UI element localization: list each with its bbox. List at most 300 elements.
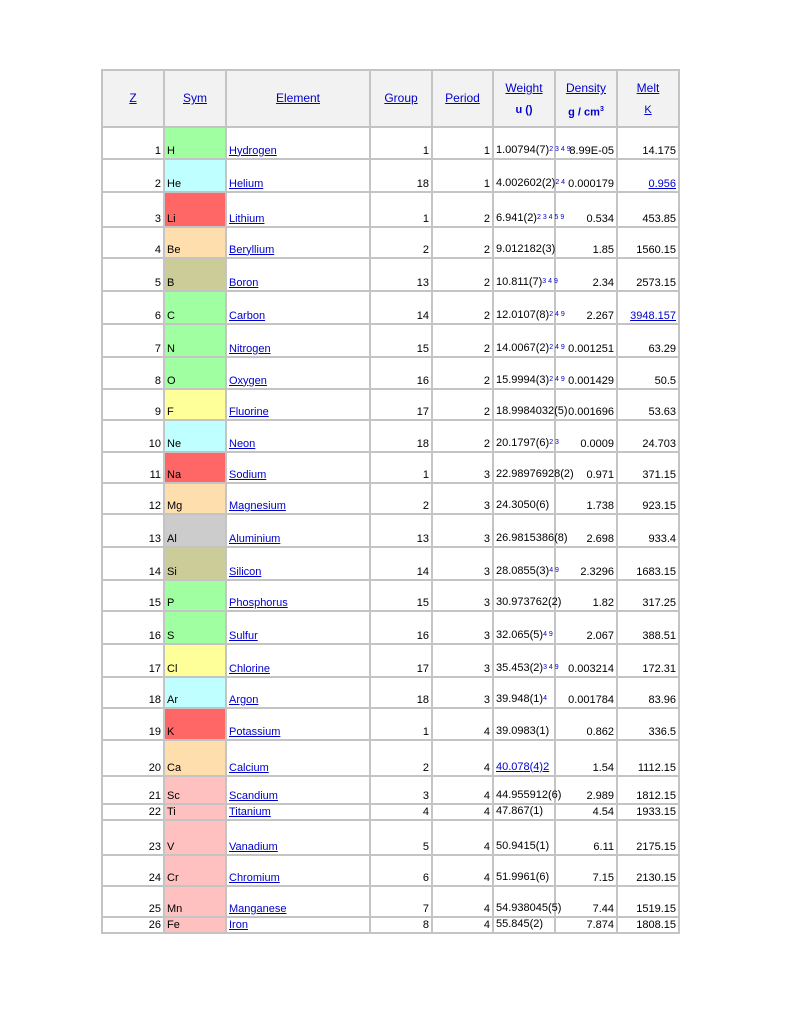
element-name-cell: [226, 452, 370, 483]
period-cell: 4: [432, 917, 493, 933]
period-cell: 3: [432, 483, 493, 514]
element-link[interactable]: Silicon: [229, 565, 262, 578]
weight-value: 54.938045(5): [496, 901, 562, 914]
melt-value: 53.63: [648, 405, 676, 418]
density-cell: 0.862: [555, 708, 617, 740]
melt-cell: [617, 547, 679, 580]
weight-cell: [493, 855, 555, 886]
melt-value: 388.51: [642, 629, 676, 642]
sort-density-link[interactable]: Density: [565, 81, 606, 95]
weight-value: 50.9415(1): [496, 839, 550, 852]
symbol-cell: Al: [164, 514, 226, 547]
weight-value: 12.0107(8): [496, 308, 550, 321]
table-row: [102, 820, 679, 855]
group-cell: 1: [370, 452, 432, 483]
weight-cell: [493, 389, 568, 420]
period-cell: 2: [432, 357, 493, 389]
table-row: [102, 611, 679, 644]
element-link[interactable]: Fluorine: [229, 405, 269, 418]
weight-cell: [493, 677, 555, 708]
melt-cell: [617, 580, 679, 611]
melt-cell: [617, 357, 679, 389]
element-link[interactable]: Neon: [229, 437, 256, 450]
weight-cell: [493, 611, 555, 644]
symbol-cell: Mn: [164, 886, 226, 917]
density-cell: 2.067: [555, 611, 617, 644]
melt-value: 24.703: [642, 437, 676, 450]
element-name-cell: [226, 580, 370, 611]
element-name-cell: [226, 740, 370, 776]
density-cell: 1.738: [555, 483, 617, 514]
element-link[interactable]: Hydrogen: [229, 144, 277, 157]
melt-cell: [617, 258, 679, 291]
melt-value: 1812.15: [636, 789, 676, 802]
weight-value: 32.065(5): [496, 628, 544, 641]
weight-footnote-refs[interactable]: 4 9: [543, 630, 553, 638]
melt-cell: [617, 677, 679, 708]
atomic-number-cell: 18: [102, 677, 164, 708]
weight-value: 24.3050(6): [496, 498, 550, 511]
element-link[interactable]: Iron: [229, 918, 248, 931]
atomic-number-cell: 4: [102, 227, 164, 258]
table-row: [102, 677, 679, 708]
element-link[interactable]: Manganese: [229, 902, 287, 915]
table-row: [102, 291, 679, 324]
density-cell: 2.698: [555, 514, 617, 547]
element-name-cell: [226, 708, 370, 740]
melt-value: 14.175: [642, 144, 676, 157]
table-row: [102, 420, 679, 452]
weight-value: 20.1797(6): [496, 436, 550, 449]
weight-cell: [493, 357, 565, 389]
atomic-number-cell: 11: [102, 452, 164, 483]
melt-cell[interactable]: [617, 291, 679, 324]
element-name-cell: [226, 192, 370, 227]
symbol-cell: Mg: [164, 483, 226, 514]
element-link[interactable]: Vanadium: [229, 840, 278, 853]
element-name-cell: [226, 677, 370, 708]
density-cell: 7.874: [555, 917, 617, 933]
weight-cell: [493, 776, 562, 804]
weight-cell: [493, 192, 565, 227]
atomic-number-cell: 17: [102, 644, 164, 677]
period-cell: 2: [432, 324, 493, 357]
weight-footnote-refs[interactable]: 2 3 4 9: [549, 145, 571, 153]
group-cell: 2: [370, 483, 432, 514]
group-cell: 2: [370, 740, 432, 776]
header-element[interactable]: [226, 70, 370, 127]
melt-value: 923.15: [642, 499, 676, 512]
group-cell: 17: [370, 644, 432, 677]
symbol-cell: Cl: [164, 644, 226, 677]
element-link[interactable]: Boron: [229, 276, 259, 289]
atomic-number-cell: 14: [102, 547, 164, 580]
melt-cell: [617, 611, 679, 644]
density-cell: 2.989: [555, 776, 617, 804]
weight-value: 22.98976928(2): [496, 467, 574, 480]
melt-cell: [617, 708, 679, 740]
group-cell: 16: [370, 611, 432, 644]
element-name-cell: [226, 159, 370, 192]
period-cell: 1: [432, 159, 493, 192]
weight-cell: [493, 514, 568, 547]
symbol-cell: N: [164, 324, 226, 357]
weight-footnote-refs[interactable]: 2 3: [549, 438, 559, 446]
melt-cell: [617, 644, 679, 677]
weight-cell: [493, 291, 565, 324]
weight-footnote-refs[interactable]: 2 3 4 5 9: [536, 213, 565, 221]
element-link[interactable]: Magnesium: [229, 499, 286, 512]
header-period[interactable]: [432, 70, 493, 127]
atomic-number-cell: 2: [102, 159, 164, 192]
element-name-cell: [226, 127, 370, 159]
atomic-number-cell: 1: [102, 127, 164, 159]
table-row: [102, 159, 679, 192]
density-cell: 8.99E-05: [555, 127, 617, 159]
group-cell: 1: [370, 127, 432, 159]
group-cell: 18: [370, 159, 432, 192]
atomic-number-cell: 22: [102, 804, 164, 820]
density-cell: 0.001429: [555, 357, 617, 389]
melt-value: 1808.15: [636, 918, 676, 931]
melt-value: 317.25: [642, 596, 676, 609]
symbol-cell: K: [164, 708, 226, 740]
symbol-cell: Li: [164, 192, 226, 227]
sort-melt-link[interactable]: Melt: [636, 81, 660, 95]
weight-footnote-refs[interactable]: 3 4 9: [542, 277, 558, 285]
sort-weight-link[interactable]: Weight: [505, 81, 543, 95]
melt-cell: [617, 514, 679, 547]
density-cell: 2.267: [555, 291, 617, 324]
element-link[interactable]: Chromium: [229, 871, 280, 884]
table-row: [102, 514, 679, 547]
sort-period-link[interactable]: Period: [445, 91, 480, 106]
element-name-cell: [226, 855, 370, 886]
table-row: [102, 227, 679, 258]
table-row: [102, 917, 679, 933]
melt-cell: [617, 420, 679, 452]
period-cell: 1: [432, 127, 493, 159]
melt-value: 1933.15: [636, 805, 676, 818]
period-cell: 4: [432, 855, 493, 886]
weight-value: 10.811(7): [496, 275, 543, 288]
element-name-cell: [226, 227, 370, 258]
period-cell: 4: [432, 820, 493, 855]
element-link[interactable]: Sodium: [229, 468, 267, 481]
density-cell: 1.54: [555, 740, 617, 776]
element-name-cell: [226, 357, 370, 389]
symbol-cell: Ca: [164, 740, 226, 776]
weight-value: 55.845(2): [496, 917, 544, 930]
melt-link[interactable]: 0.956: [648, 177, 676, 190]
element-link[interactable]: Nitrogen: [229, 342, 271, 355]
period-cell: 2: [432, 389, 493, 420]
period-cell: 4: [432, 804, 493, 820]
weight-footnote-refs[interactable]: 4 9: [549, 566, 559, 574]
group-cell: 18: [370, 420, 432, 452]
element-link[interactable]: Phosphorus: [229, 596, 288, 609]
melt-cell: [617, 886, 679, 917]
table-row: [102, 192, 679, 227]
atomic-number-cell: 13: [102, 514, 164, 547]
weight-cell: [493, 917, 555, 933]
sort-sym-link[interactable]: Sym: [183, 91, 207, 106]
element-name-cell: [226, 389, 370, 420]
sort-z-link[interactable]: Z: [129, 91, 137, 106]
element-name-cell: [226, 514, 370, 547]
density-cell: 0.003214: [555, 644, 617, 677]
table-body: [102, 127, 679, 933]
symbol-cell: V: [164, 820, 226, 855]
weight-cell: [493, 227, 555, 258]
weight-footnote-refs[interactable]: 2 4 9: [549, 343, 565, 351]
element-name-cell: [226, 258, 370, 291]
element-name-cell: [226, 820, 370, 855]
weight-value: 15.9994(3): [496, 373, 550, 386]
density-cell: 2.3296: [555, 547, 617, 580]
melt-cell: [617, 389, 679, 420]
density-cell: 2.34: [555, 258, 617, 291]
element-link[interactable]: Calcium: [229, 761, 269, 774]
weight-value: 9.012182(3): [496, 242, 556, 255]
density-cell: 4.54: [555, 804, 617, 820]
melt-link[interactable]: 3948.157: [630, 309, 676, 322]
element-link[interactable]: Beryllium: [229, 243, 275, 256]
weight-cell: [493, 644, 559, 677]
period-cell: 2: [432, 420, 493, 452]
element-name-cell: [226, 547, 370, 580]
symbol-cell: H: [164, 127, 226, 159]
atomic-number-cell: 15: [102, 580, 164, 611]
table-row: [102, 127, 679, 159]
weight-cell: [493, 324, 565, 357]
weight-cell: [493, 452, 574, 483]
element-link[interactable]: Lithium: [229, 212, 265, 225]
group-cell: 5: [370, 820, 432, 855]
period-cell: 4: [432, 886, 493, 917]
period-cell: 2: [432, 227, 493, 258]
melt-cell[interactable]: [617, 159, 679, 192]
element-name-cell: [226, 324, 370, 357]
weight-link[interactable]: 40.078(4)2: [496, 760, 550, 773]
weight-cell: [493, 547, 559, 580]
group-cell: 17: [370, 389, 432, 420]
weight-cell: [493, 580, 562, 611]
group-cell: 13: [370, 514, 432, 547]
weight-cell: [493, 420, 559, 452]
melt-value: 1112.15: [637, 761, 676, 774]
atomic-number-cell: 5: [102, 258, 164, 291]
weight-footnote-refs[interactable]: 2 4: [555, 178, 566, 186]
density-unit: g / $cm^3$: [568, 106, 604, 119]
density-cell: 6.11: [555, 820, 617, 855]
element-link[interactable]: Argon: [229, 693, 259, 706]
melt-cell: [617, 855, 679, 886]
element-link[interactable]: Oxygen: [229, 374, 267, 387]
period-cell: 4: [432, 740, 493, 776]
weight-cell: [493, 159, 566, 192]
table-row: [102, 855, 679, 886]
header-weight[interactable]: [493, 70, 555, 127]
table-row: [102, 324, 679, 357]
element-name-cell: [226, 804, 370, 820]
melt-value: 933.4: [648, 532, 676, 545]
density-cell: 0.971: [555, 452, 617, 483]
weight-value: 4.002602(2): [496, 176, 556, 189]
period-cell: 3: [432, 547, 493, 580]
element-link[interactable]: Aluminium: [229, 532, 281, 545]
weight-unit: u (): [515, 104, 533, 116]
period-cell: 2: [432, 291, 493, 324]
symbol-cell: Fe: [164, 917, 226, 933]
melt-cell: [617, 740, 679, 776]
weight-value: 28.0855(3): [496, 564, 550, 577]
header-z[interactable]: [102, 70, 164, 127]
melt-cell: [617, 483, 679, 514]
period-cell: 3: [432, 580, 493, 611]
weight-value: 26.9815386(8): [496, 531, 568, 544]
element-name-cell: [226, 644, 370, 677]
symbol-cell: Na: [164, 452, 226, 483]
period-cell: 4: [432, 776, 493, 804]
weight-value: 39.948(1): [496, 692, 544, 705]
table-row: [102, 483, 679, 514]
atomic-number-cell: 8: [102, 357, 164, 389]
element-name-cell: [226, 886, 370, 917]
atomic-number-cell: 20: [102, 740, 164, 776]
weight-footnote-refs[interactable]: 3 4 9: [543, 663, 559, 671]
melt-value: 2130.15: [636, 871, 676, 884]
element-link[interactable]: Chlorine: [229, 662, 270, 675]
period-cell: 2: [432, 258, 493, 291]
element-link[interactable]: Carbon: [229, 309, 266, 322]
weight-cell: [493, 708, 555, 740]
element-link[interactable]: Scandium: [229, 789, 278, 802]
melt-cell: [617, 192, 679, 227]
header-density[interactable]: [555, 70, 617, 127]
weight-value: 14.0067(2): [496, 341, 550, 354]
melt-cell: [617, 804, 679, 820]
melt-cell: [617, 820, 679, 855]
density-cell: 0.000179: [555, 159, 617, 192]
density-cell: 0.001784: [555, 677, 617, 708]
atomic-number-cell: 10: [102, 420, 164, 452]
density-cell: 7.15: [555, 855, 617, 886]
weight-value: 6.941(2): [496, 211, 537, 224]
group-cell: 2: [370, 227, 432, 258]
density-cell: 0.534: [555, 192, 617, 227]
melt-value: 336.5: [648, 725, 676, 738]
atomic-number-cell: 3: [102, 192, 164, 227]
table-row: [102, 452, 679, 483]
density-cell: 0.0009: [555, 420, 617, 452]
atomic-number-cell: 6: [102, 291, 164, 324]
symbol-cell: He: [164, 159, 226, 192]
header-melt[interactable]: [617, 70, 679, 127]
table-row: [102, 804, 679, 820]
element-name-cell: [226, 917, 370, 933]
atomic-number-cell: 9: [102, 389, 164, 420]
header-group[interactable]: [370, 70, 432, 127]
symbol-cell: F: [164, 389, 226, 420]
melt-value: 172.31: [642, 662, 676, 675]
header-sym[interactable]: [164, 70, 226, 127]
elements-table: [101, 69, 680, 934]
weight-cell: [493, 258, 558, 291]
density-cell: 1.82: [555, 580, 617, 611]
melt-value: 83.96: [648, 693, 676, 706]
symbol-cell: Si: [164, 547, 226, 580]
symbol-cell: Ne: [164, 420, 226, 452]
atomic-number-cell: 19: [102, 708, 164, 740]
symbol-cell: C: [164, 291, 226, 324]
atomic-number-cell: 23: [102, 820, 164, 855]
atomic-number-cell: 26: [102, 917, 164, 933]
melt-value: 371.15: [642, 468, 676, 481]
table-row: [102, 258, 679, 291]
atomic-number-cell: 16: [102, 611, 164, 644]
melt-value: 1560.15: [636, 243, 676, 256]
group-cell: 18: [370, 677, 432, 708]
melt-value: 1519.15: [636, 902, 676, 915]
weight-footnote-refs[interactable]: 2 4 9: [549, 375, 565, 383]
weight-footnote-refs[interactable]: 2 4 9: [549, 310, 565, 318]
element-link[interactable]: Sulfur: [229, 629, 258, 642]
element-link[interactable]: Titanium: [229, 805, 271, 818]
element-link[interactable]: Helium: [229, 177, 264, 190]
weight-value: 47.867(1): [496, 804, 544, 817]
melt-cell: [617, 227, 679, 258]
table-row: [102, 389, 679, 420]
melt-unit-link[interactable]: K: [644, 104, 652, 116]
group-cell: 14: [370, 291, 432, 324]
symbol-cell: Ar: [164, 677, 226, 708]
weight-cell: [493, 127, 571, 159]
symbol-cell: S: [164, 611, 226, 644]
weight-cell: [493, 804, 555, 820]
period-cell: 3: [432, 514, 493, 547]
atomic-number-cell: 7: [102, 324, 164, 357]
melt-cell: [617, 776, 679, 804]
group-cell: 13: [370, 258, 432, 291]
symbol-cell: Ti: [164, 804, 226, 820]
sort-group-link[interactable]: Group: [384, 91, 418, 106]
density-unit-sup: 3: [599, 106, 604, 113]
table-row: [102, 357, 679, 389]
weight-value: 1.00794(7): [496, 143, 550, 156]
weight-footnote-refs[interactable]: 4: [543, 694, 547, 702]
symbol-cell: Be: [164, 227, 226, 258]
element-link[interactable]: Potassium: [229, 725, 281, 738]
group-cell: 7: [370, 886, 432, 917]
table-row: [102, 740, 679, 776]
period-cell: 2: [432, 192, 493, 227]
sort-element-link[interactable]: Element: [275, 91, 321, 106]
weight-value: 35.453(2): [496, 661, 544, 674]
table-row: [102, 708, 679, 740]
weight-value: 44.955912(6): [496, 788, 562, 801]
atomic-number-cell: 25: [102, 886, 164, 917]
period-cell: 3: [432, 677, 493, 708]
element-name-cell: [226, 776, 370, 804]
table-row: [102, 580, 679, 611]
melt-cell: [617, 127, 679, 159]
melt-value: 63.29: [648, 342, 676, 355]
symbol-cell: B: [164, 258, 226, 291]
weight-cell[interactable]: [493, 740, 555, 776]
atomic-number-cell: 24: [102, 855, 164, 886]
weight-value: 30.973762(2): [496, 595, 562, 608]
